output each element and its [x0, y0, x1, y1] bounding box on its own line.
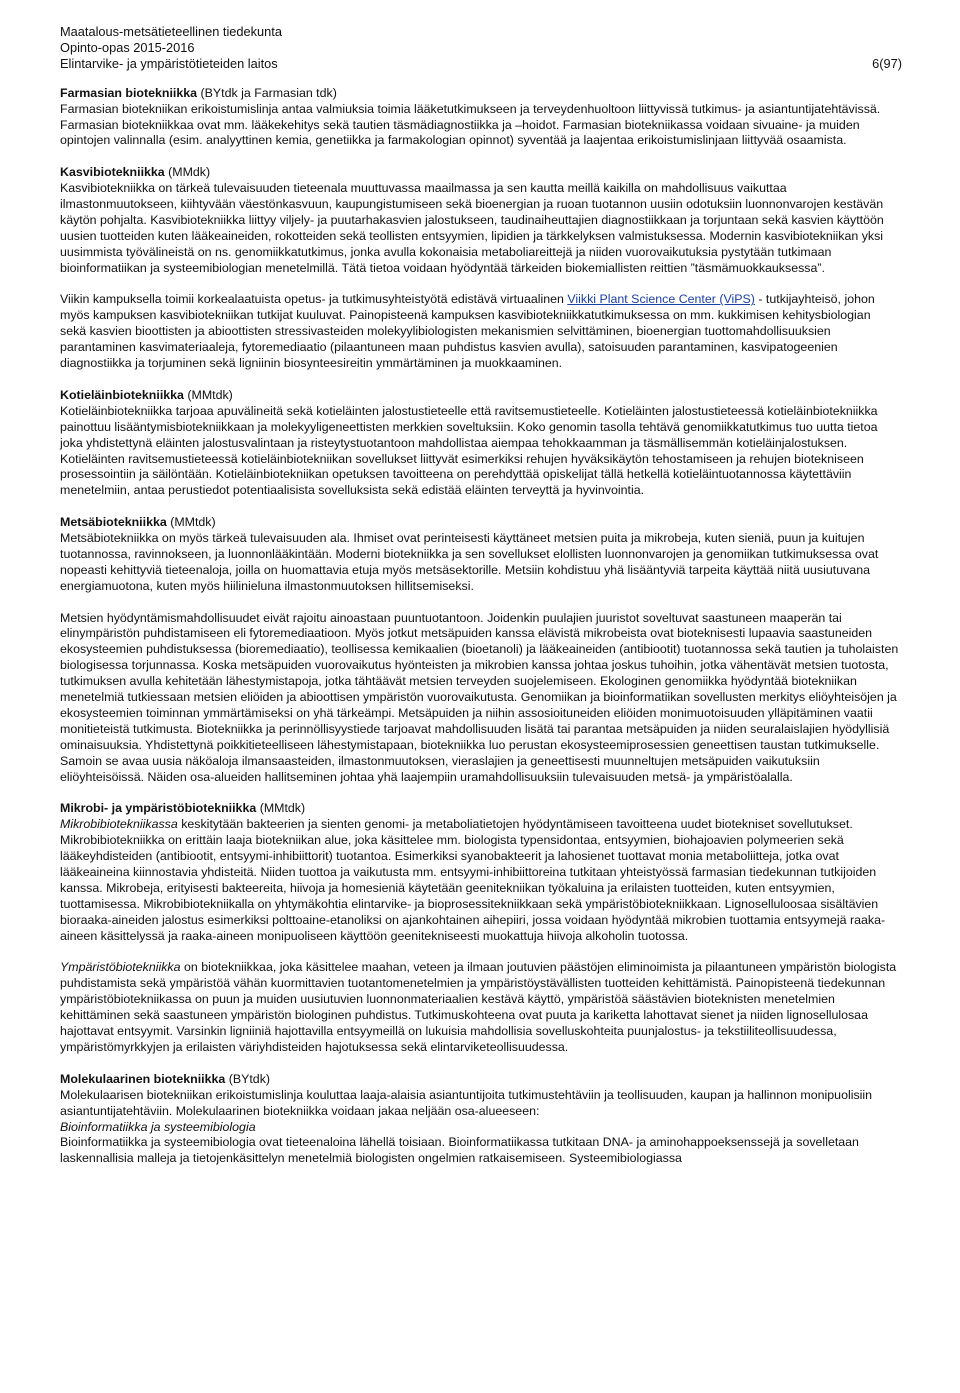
section-heading — [60, 86, 900, 102]
heading-suffix: (MMtdk) — [166, 515, 216, 530]
italic-subheading: Bioinformatiikka ja systeemibiologia — [60, 1119, 256, 1134]
heading-bold: Kasvibiotekniikka — [60, 165, 165, 180]
text-run: on biotekniikkaa, joka käsittelee maahan, veteen ja ilmaan joutuvien päästöjen eliminoimista ja pilaantuneen ympäristön biologista puhdistamista sekä ympäristöä vähän kuormittavien tuotantomenetelmien ja ympäristöystävällisten tuotteiden kehittämistä. Painopisteenä tiedekunnan ympäristöbiotekniikassa on puun ja muiden uusiutuvien luonnonmateriaalien kestävä käyttö, ympäristöä säästävien bioteknisten menetelmien kehittäminen sekä saastuneen ympäristön biologinen puhdistus. Tutkimuskohteena ovat puuta ja kariketta lahottavat sienet ja niiden lignosellulosaa hajottavat entsyymit. Varsinkin ligniiniä hajottavilla entsyymeillä on lukuisia mahdollisia sovelluskohteita puunjalostus- ja tekstiiliteollisuudessa, ympäristömyrkkyjen ja erilaisten väriyhdisteiden hajotuksessa sekä elintarviketeollisuudessa. — [60, 960, 897, 1054]
section-kasvibiotekniikka — [60, 165, 900, 372]
vips-link[interactable]: Viikki Plant Science Center (ViPS) — [567, 292, 755, 307]
section-heading — [60, 165, 900, 181]
heading-bold: Metsäbiotekniikka — [60, 515, 167, 530]
section-molekulaarinen-biotekniikka — [60, 1072, 900, 1167]
section-heading — [60, 801, 900, 817]
section-kotielainbiotekniikka — [60, 388, 900, 499]
paragraph — [60, 817, 900, 944]
italic-term: Ympäristöbiotekniikka — [60, 960, 181, 975]
department-name: Elintarvike- ja ympäristötieteiden laitos — [60, 55, 278, 71]
section-heading — [60, 515, 900, 531]
paragraph — [60, 292, 900, 372]
heading-bold: Molekulaarinen biotekniikka — [60, 1071, 226, 1086]
section-mikrobibiotekniikka — [60, 801, 900, 1055]
document-page — [60, 24, 900, 1167]
paragraph: Kasvibiotekniikka on tärkeä tulevaisuuden tieteenala muuttuvassa maailmassa ja sen kautta meillä kaikilla on mahdollisuus vaikuttaa ilmastonmuutokseen, kiihtyvään väestönkasvuun, kaupungistumiseen sekä bioenergian ja ruoan tuotannon uusiin odotuksiin luonnonvarojen kestävän käytön pohjalta. Kasvibiotekniikka liittyy viljely- ja puutarhakasvien jalostukseen, taudinaiheuttajien diagnostiikkaan ja torjuntaan sekä kasvien käyttöön uusien tuotteiden kuten lääkeaineiden, rokotteiden sekä teollisten entsyymien, lipidien ja tärkkelyksen valmistuksessa. Modernin kasvibiotekniikan yksi uusimmista työvälineistä on ns. genomiikkatutkimus, jonka avulla kokonaisia metaboliareittejä ja niiden vuorovaikutuksia pystytään tutkimaan bioinformatiikan ja systeemibiologian menetelmillä. Tätä tietoa voidaan hyödyntää tärkeiden biokemiallisten reittien ”täsmämuokkauksessa”. — [60, 181, 884, 275]
paragraph: Metsäbiotekniikka on myös tärkeä tulevaisuuden ala. Ihmiset ovat perinteisesti käyttäneet metsien puita ja mikrobeja, kuten sieniä, puun ja kuitujen tuotannossa, ravinnokseen, ja luonnonlääkintään. Moderni biotekniikka ja sen sovellukset elollisten luonnonvarojen ja genomiikan tutkimuksessa ovat nopeasti kehittyviä tieteenaloja, joilla on huomattavia etuja myös metsäsektorille. Metsiin kohdistuu yhä lisääntyviä tarpeita käyttää niitä uusiutuvana energiamuotona, kuten myös hiilinieluna ilmastonmuutoksen hillitsemiseksi. — [60, 531, 879, 593]
text-run: - tutkijayhteisö, johon myös kampuksen kasvibiotekniikan tutkijat kuuluvat. Painopisteenä kampuksen kasvibiotekniikkatutkimuksessa on mm. kukkimisen kehitysbiologian sekä kasvien bioottisten ja abioottisten stressivasteiden molekyylibiologisten mekanismien selvittäminen, bioenergian tuottomahdollisuuksien parantaminen kasvimateriaaleja, fytoremediaatio (pilaantuneen maan puhdistus kasvien avulla), satoisuuden parantaminen, kasvipatogeenien diagnostiikka ja torjuminen sekä ligniinin biosynteesireitin ymmärtäminen ja muokkaaminen. — [60, 292, 875, 371]
heading-bold: Kotieläinbiotekniikka — [60, 387, 184, 402]
italic-term: Mikrobibiotekniikassa — [60, 817, 178, 832]
text-run: keskitytään bakteerien ja sienten genomi- ja metaboliatietojen hyödyntämiseen tavoitteena uudet biotekniset sovellutukset. Mikrobibiotekniikka on erittäin laaja biotekniikan alue, joka käsittelee mm. biologista typensidontaa, entsyymien, biohajoavien polymeerien sekä lääkeyhdisteiden (antibiootit, entsyymi-inhibiittorit) tuotantoa. Esimerkiksi syanobakteerit ja lahosienet tuottavat monia metaboliitteja, jotka ovat lääkeaineina kiinnostavia yhdisteitä. Niiden tuottoa ja vaikutusta mm. entsyymi-inhibiittoreina tutkitaan yhteistyössä farmasian tiedekunnan tutkijoiden kanssa. Mikrobeja, erityisesti bakteereita, hiivoja ja homesieniä käytetään geenitekniikan työkaluina ja erilaisten tuotteiden, kuten entsyymien, tuottamisessa. Mikrobibiotekniikalla on yhtymäkohtia elintarvike- ja bioprosessitekniikkaan sekä ympäristöbiotekniikkaan. Lignoselluloosaa sisältävien bioraaka-aineiden jalostus esimerkiksi polttoaine-etanoliksi on ajankohtainen aihepiiri, jossa voidaan hyödyntää mikrobien tuottamia entsyymejä raaka-aineen käsittelyssä ja raaka-aineen monipuoliseen käyttöön geenitekniseesti muokattuja hiivoja alkoholin tuotossa. — [60, 817, 886, 943]
paragraph: Bioinformatiikka ja systeemibiologia ovat tieteenaloina lähellä toisiaan. Bioinformatiikassa tutkitaan DNA- ja aminohappoeksenssejä ja sovelletaan laskennallisia malleja ja tietojenkäsittelyn menetelmiä biologisten ongelmien ratkaisemiseen. Systeemibiologiassa — [60, 1135, 859, 1166]
document-header — [60, 24, 900, 73]
heading-bold: Farmasian biotekniikka — [60, 85, 198, 100]
paragraph — [60, 960, 900, 1055]
heading-suffix: (BYtdk) — [225, 1071, 271, 1086]
paragraph: Metsien hyödyntämismahdollisuudet eivät rajoitu ainoastaan puuntuotantoon. Joidenkin puulajien juuristot soveltuvat saastuneen maaperän tai elinympäristön puhdistamiseen eli fytoremediaatioon. Myös jotkut metsäpuiden kanssa elävistä mikrobeista ovat bioteknisesti lupaavia saastuneiden ekosysteemien puhdistuksessa (bioremediaatio), teollisessa kemikaalien (bioetanoli) ja lääkeaineiden (antibiootit) tuotannossa sekä tautien ja tuholaisten biologisessa torjunnassa. Koska metsäpuiden vuorovaikutus hyönteisten ja mikrobien kanssa johtaa joskus tuhoihin, jotka vähentävät metsien tuotosta, tutkimuksen avulla kehitetään lähestymistapoja, jotka tähtäävät metsien terveyden suojelemiseen. Ekologinen genomiikka hyödyntää biotekniikan menetelmiä tutkiessaan metsien eliöiden ja abioottisen ympäristön vuorovaikutusta. Genomiikan ja bioinformatiikan sovellusten merkitys eliöyhteisöjen ja ekosysteemien toiminnan ymmärtämiseksi on yhä tärkeämpi. Metsäpuiden ja niihin assosioituneiden eliöiden monimuotoisuuden ylläpitäminen vaatii monitieteistä tutkimusta. Biotekniikka ja perinnöllisyystiede tarjoavat mahdollisuuden lisätä tai parantaa metsäpuiden ja niiden seuralaislajien hyödyllisiä ominaisuuksia. Yhdistettynä poikkitieteelliseen lähestymistapaan, biotekniikka luo perustan ekosysteemiprosessien geneettisen taustan tutkimukselle. Samoin se avaa uusia näköaloja ilmansaasteiden, ilmastonmuutoksen, vieraslajien ja geneettisesti muunneltujen metsäpuiden vaikutuksiin eliöyhteisöissä. Näiden osa-alueiden hallitseminen johtaa yhä laajempiin uramahdollisuuksiin tulevaisuuden metsä- ja ympäristöalalla. — [60, 610, 899, 784]
guide-title: Opinto-opas 2015-2016 — [60, 39, 195, 55]
heading-suffix: (MMtdk) — [183, 387, 233, 402]
heading-suffix: (MMtdk) — [256, 801, 306, 816]
heading-suffix: (BYtdk ja Farmasian tdk) — [197, 85, 337, 100]
section-heading — [60, 388, 900, 404]
paragraph: Molekulaarisen biotekniikan erikoistumislinja kouluttaa laaja-alaisia asiantuntijoita tutkimustehtäviin ja teollisuuden, kaupan ja hallinnon monipuolisiin asiantuntijatehtäviin. Molekulaarinen biotekniikka voidaan jakaa neljään osa-alueeseen: — [60, 1087, 873, 1118]
section-metsabiotekniikka — [60, 515, 900, 785]
text-run: Viikin kampuksella toimii korkealaatuista opetus- ja tutkimusyhteistyötä edistävä virtuaalinen — [60, 292, 568, 307]
paragraph: Farmasian biotekniikan erikoistumislinja antaa valmiuksia toimia lääketutkimukseen ja terveydenhuoltoon liittyvissä tutkimus- ja asiantuntijatehtävissä. Farmasian biotekniikkaa ovat mm. lääkekehitys sekä tautien täsmädiagnostiikka ja –hoidot. Farmasian biotekniikassa voidaan sivuaine- ja muiden opintojen valinnalla (esim. analyyttinen kemia, genetiikka ja farmakologian opinnot) syventää ja laajentaa erikoistumislinjaan liittyvää osaamista. — [60, 101, 881, 148]
page-number: 6(97) — [872, 55, 902, 71]
heading-suffix: (MMdk) — [164, 165, 211, 180]
paragraph: Kotieläinbiotekniikka tarjoaa apuvälineitä sekä kotieläinten jalostustieteelle että ravitsemustieteelle. Kotieläinten jalostustieteessä kotieläinbiotekniikka painottuu lisääntymisbiotekniikkaan ja molekyyligeneettisten merkkien soveltuksiin. Koko genomin tasolla tehtävä genomiikkatutkimus tuo uutta tietoa joka yhdistettynä eläinten jalostusvalintaan ja risteytystuotantoon mahdollistaa aiempaa tehokkaamman ja täsmällisemmän kotieläinjalostuksen. Kotieläinten ravitsemustieteessä kotieläinbiotekniikan sovellukset liittyvät esimerkiksi rehujen hyväksikäytön tehostamiseen ja rehujen biotekniseen prosessointiin ja säilöntään. Kotieläinbiotekniikan opetuksen tavoitteena on perehdyttää opiskelijat tällä hetkellä kotieläintuotannossa käytettäviin menetelmiin, antaa perustiedot potentiaalisista sovelluksista sekä edistää eläinten terveyttä ja hyvinvointia. — [60, 403, 878, 498]
faculty-name: Maatalous-metsätieteellinen tiedekunta — [60, 24, 282, 39]
subheading — [60, 1120, 900, 1136]
section-farmasia — [60, 86, 900, 150]
header-row — [60, 56, 900, 73]
heading-bold: Mikrobi- ja ympäristöbiotekniikka — [60, 801, 257, 816]
section-heading — [60, 1072, 900, 1088]
